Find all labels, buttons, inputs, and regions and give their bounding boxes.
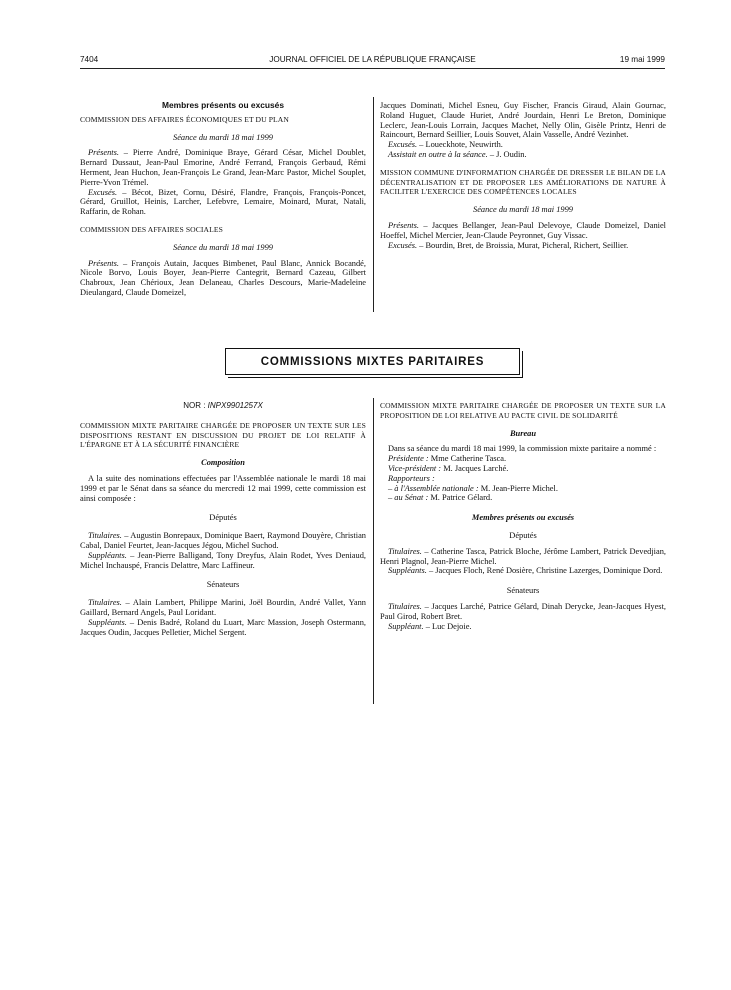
suppleant-paragraph: Suppléant. – Luc Dejoie. [388,621,472,631]
rapporteur-an-line: – à l'Assemblée nationale : M. Jean-Pierre Michel. [388,483,558,493]
assistait-paragraph: Assistait en outre à la séance. – J. Oudin. [388,149,527,159]
section-heading: Membres présents ou excusés [162,100,284,110]
suppleants-paragraph: Suppléants. – Denis Badré, Roland du Luart, Marc Massion, Joseph Ostermann, Jacques Oudin, Jacques Pelletier, Michel Sergent. [80,617,366,637]
composition-paragraph: A la suite des nominations effectuées par l'Assemblée nationale le mardi 18 mai 1999 et par le Sénat dans sa séance du mercredi 12 mai 1999, cette commission est ainsi composée : [80,473,366,503]
excuses-paragraph: Excusés. – Bourdin, Bret, de Broissia, Murat, Picheral, Richert, Seillier. [388,240,629,250]
senateurs-heading: Sénateurs [206,580,240,590]
titulaires-paragraph: Titulaires. – Catherine Tasca, Patrick Bloche, Jérôme Lambert, Patrick Devedjian, Henri Plagnol, Jean-Pierre Michel. [380,546,666,566]
excuses-paragraph: Excusés. – Bécot, Bizet, Cornu, Désiré, Flandre, François, François-Poncet, Gérard, Gruillot, Heinis, Larcher, Lefebvre, Lemaire, Moinard, Murat, Natali, Raffarin, de Rohan. [80,187,366,217]
top-right-column [380,101,666,250]
cmp-title: COMMISSION MIXTE PARITAIRE CHARGÉE DE PROPOSER UN TEXTE SUR LES DISPOSITIONS RESTANT EN DISCUSSION DU PROJET DE LOI RELATIF À L'ÉPARGNE ET À LA SÉCURITÉ FINANCIÈRE [80,420,366,450]
bureau-paragraph: Dans sa séance du mardi 18 mai 1999, la commission mixte paritaire a nommé : [388,444,657,454]
column-divider-top [373,97,374,312]
membres-heading: Membres présents ou excusés [471,513,575,523]
page-number: 7404 [80,55,99,64]
rapporteur-senat-line: – au Sénat : M. Patrice Gélard. [388,493,493,503]
deputes-heading: Députés [209,513,237,523]
issue-date: 19 mai 1999 [619,55,665,64]
page-header [80,55,665,68]
rapporteurs-label: Rapporteurs : [388,473,435,483]
titulaires-paragraph: Titulaires. – Alain Lambert, Philippe Marini, Joël Bourdin, André Vallet, Yann Gaillard, Bernard Angels, Paul Loridant. [80,598,366,617]
header-rule [80,68,665,69]
commission-title: COMMISSION DES AFFAIRES SOCIALES [80,224,223,234]
column-divider-bottom [373,398,374,704]
commission-title: COMMISSION DES AFFAIRES ÉCONOMIQUES ET DU PLAN [80,114,289,124]
deputes-heading: Députés [509,530,537,540]
seance-date: Séance du mardi 18 mai 1999 [173,132,273,142]
seance-date: Séance du mardi 18 mai 1999 [173,242,273,252]
presents-paragraph: Présents. – Jacques Bellanger, Jean-Paul Delevoye, Claude Domeizel, Daniel Hoeffel, Michel Mercier, Jean-Claude Peyronnet, Guy Vissac. [380,220,666,240]
suppleants-paragraph: Suppléants. – Jean-Pierre Balligand, Tony Dreyfus, Alain Rodet, Yves Deniaud, Michel Inchauspé, Francis Delattre, Marc Laffineur. [80,550,366,570]
nor-reference: NOR : INPX9901257X [183,401,263,410]
presents-paragraph: Présents. – Pierre André, Dominique Braye, Gérard César, Michel Doublet, Bernard Dussaut, Jean-Paul Emorine, André Ferrand, François Gerbaud, Rémi Herment, Jean Huchon, Jean-François Le Grand, Jean-Marc Pastor, Michel Souplet, Pierre-Yvon Trémel. [80,148,366,187]
composition-heading: Composition [201,458,245,468]
bottom-left-column [80,401,366,637]
titulaires-paragraph: Titulaires. – Augustin Bonrepaux, Dominique Baert, Raymond Douyère, Christian Cabal, Daniel Feurtet, Jean-Jacques Jégou, Michel Suchod. [80,531,366,550]
section-banner [225,348,520,375]
cmp-title: COMMISSION MIXTE PARITAIRE CHARGÉE DE PROPOSER UN TEXTE SUR LA PROPOSITION DE LOI RELATIVE AU PACTE CIVIL DE SOLIDARITÉ [380,401,666,420]
top-left-column [80,101,366,298]
vice-president-line: Vice-président : M. Jacques Larché. [388,463,509,473]
bottom-right-column [380,401,666,631]
excuses-paragraph: Excusés. – Loueckhote, Neuwirth. [388,140,503,150]
presents-continued: Jacques Dominati, Michel Esneu, Guy Fischer, Francis Giraud, Alain Gournac, Roland Huguet, Claude Huriet, André Jourdain, Henri Le Breton, Dominique Leclerc, Jean-Louis Lorrain, Jacques Machet, Nelly Olin, Gisèle Printz, Henri de Raincourt, Bernard Seillier, Louis Souvet, Alain Vasselle, André Vezinhet. [380,101,666,140]
presents-paragraph: Présents. – François Autain, Jacques Bimbenet, Paul Blanc, Annick Bocandé, Nicole Borvo, Louis Boyer, Jean-Pierre Cantegrit, Bernard Cazeau, Gilbert Chabroux, Jean Chérioux, Jean Delaneau, Charles Descours, Marie-Madeleine Dieulangard, Claude Domeizel, [80,258,366,297]
senateurs-heading: Sénateurs [506,586,540,596]
titulaires-paragraph: Titulaires. – Jacques Larché, Patrice Gélard, Dinah Derycke, Jean-Jacques Hyest, Paul Girod, Robert Bret. [380,601,666,621]
seance-date: Séance du mardi 18 mai 1999 [473,205,573,215]
bureau-heading: Bureau [509,428,537,438]
journal-title: JOURNAL OFFICIEL DE LA RÉPUBLIQUE FRANÇAISE [269,55,476,64]
banner-title: COMMISSIONS MIXTES PARITAIRES [260,356,485,368]
suppleants-paragraph: Suppléants. – Jacques Floch, René Dosière, Christine Lazerges, Dominique Dord. [388,566,663,576]
presidente-line: Présidente : Mme Catherine Tasca. [388,454,507,464]
mission-title: MISSION COMMUNE D'INFORMATION CHARGÉE DE DRESSER LE BILAN DE LA DÉCENTRALISATION ET DE PROPOSER LES AMÉLIORATIONS DE NATURE À FACILITER L'EXERCICE DES COMPÉTENCES LOCALES [380,167,666,197]
